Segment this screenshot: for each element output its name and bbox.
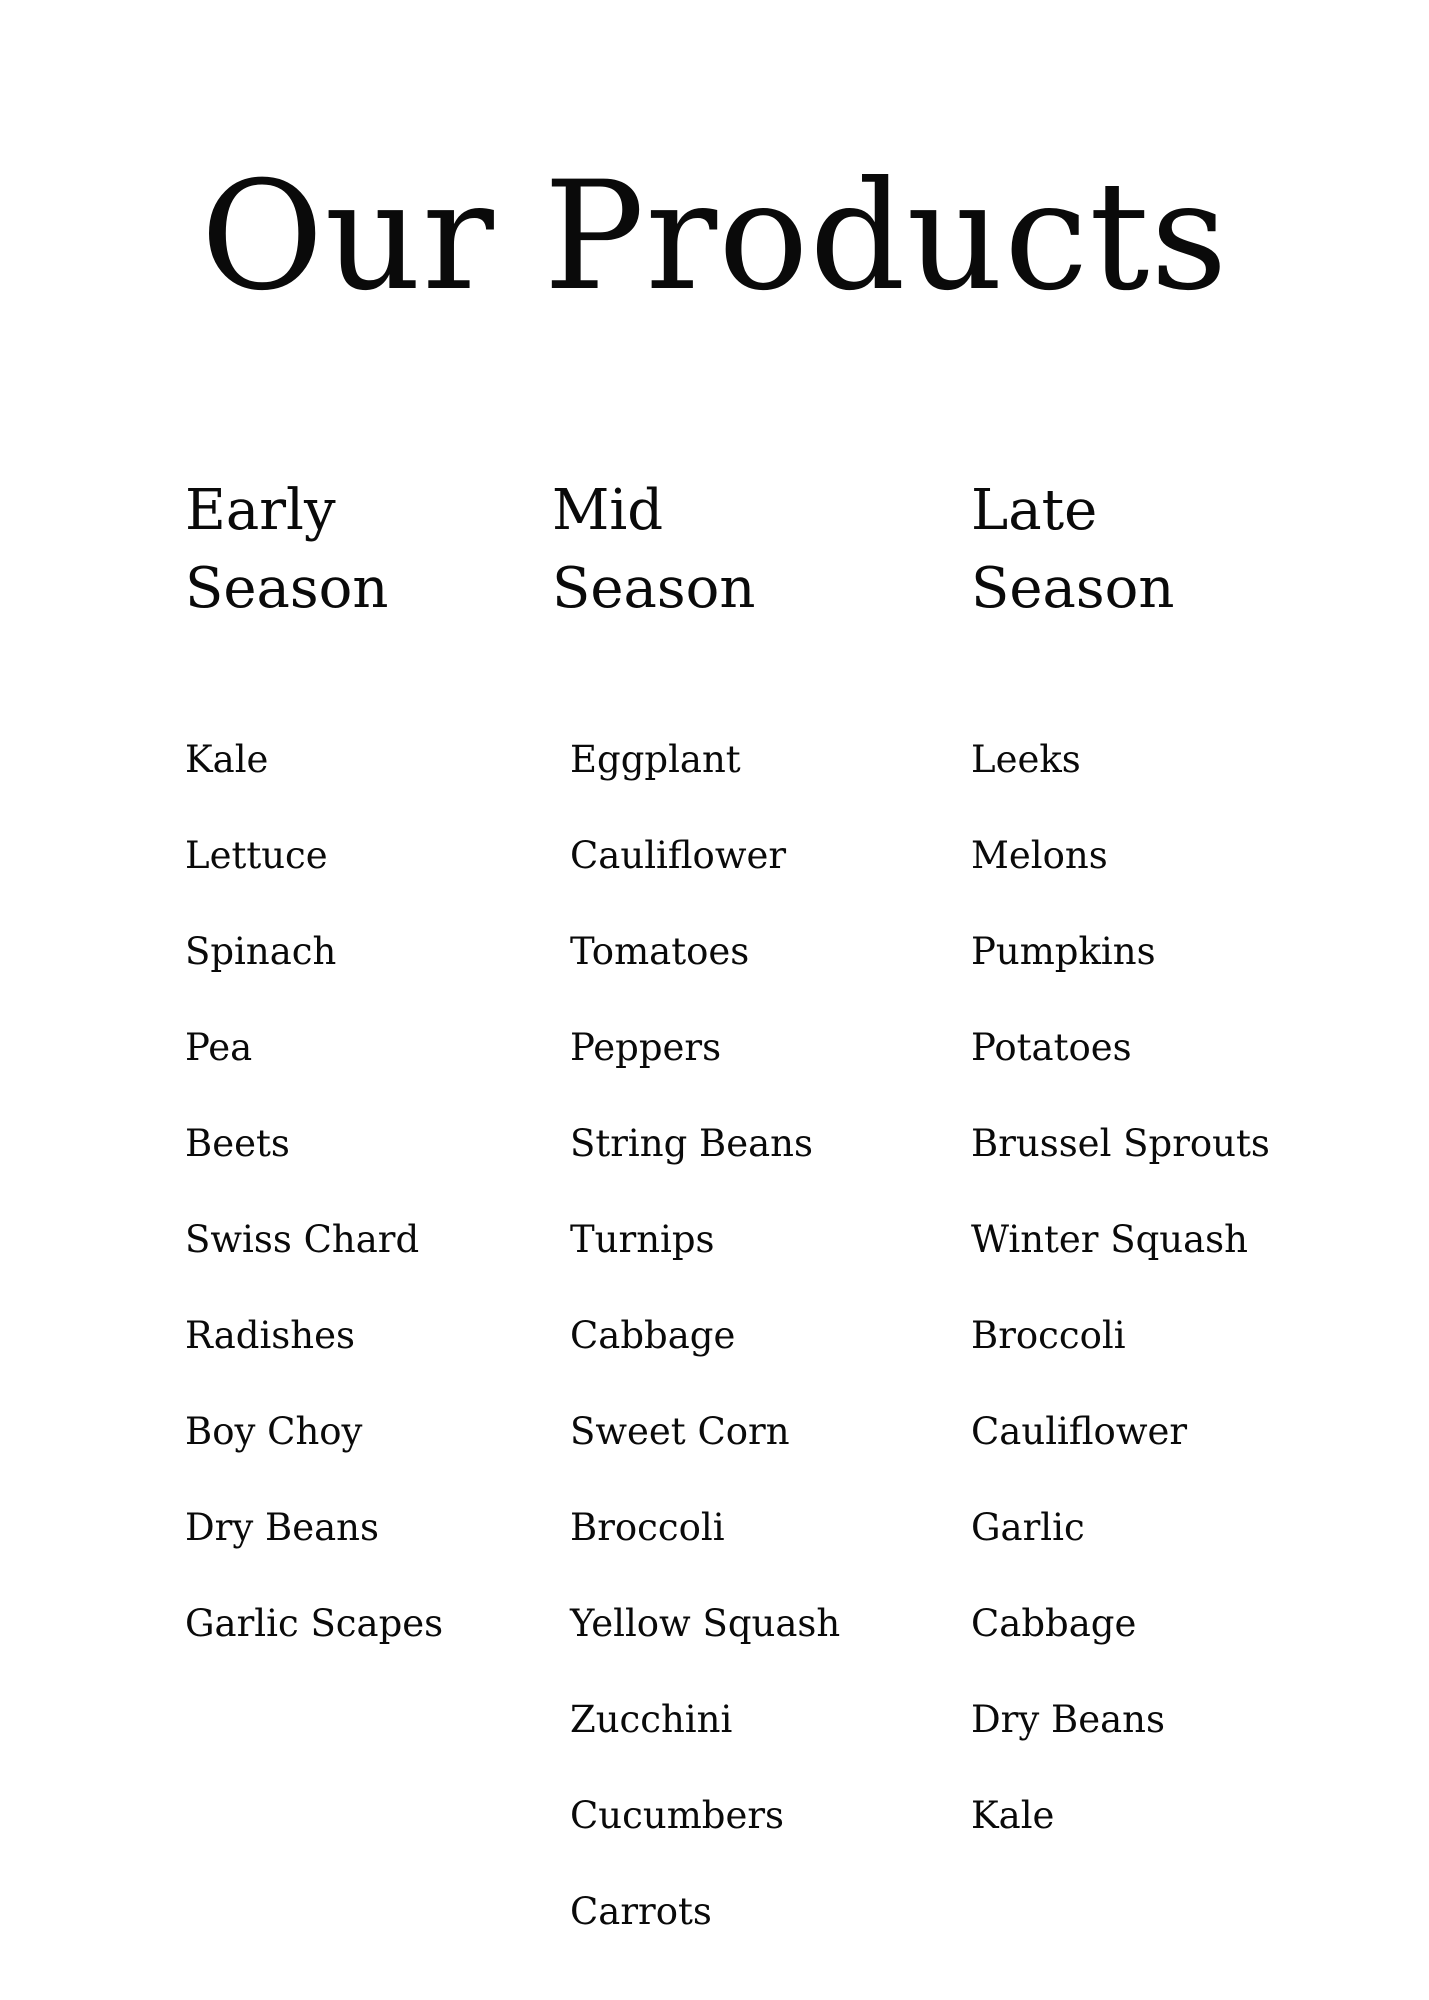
product-item: Melons — [971, 834, 1108, 877]
mid-season-heading — [552, 472, 755, 628]
product-item: Potatoes — [971, 1026, 1132, 1069]
page-title: Our Products — [200, 150, 1229, 324]
product-item: Dry Beans — [971, 1698, 1165, 1741]
product-item: String Beans — [570, 1122, 813, 1165]
product-item: Eggplant — [570, 738, 741, 781]
product-item: Carrots — [570, 1890, 712, 1933]
mid-season-heading-line2: Season — [552, 556, 756, 621]
product-item: Brussel Sprouts — [971, 1122, 1270, 1165]
product-item: Lettuce — [185, 834, 328, 877]
product-item: Yellow Squash — [570, 1602, 841, 1645]
product-item: Cauliflower — [570, 834, 787, 877]
product-item: Garlic — [971, 1506, 1085, 1549]
mid-season-product-list — [570, 712, 840, 1960]
product-item: Garlic Scapes — [185, 1602, 444, 1645]
product-item: Winter Squash — [971, 1218, 1248, 1261]
product-item: Boy Choy — [185, 1410, 363, 1453]
product-item: Spinach — [185, 930, 337, 973]
product-item: Sweet Corn — [570, 1410, 790, 1453]
product-item: Leeks — [971, 738, 1081, 781]
mid-season-heading-line1: Mid — [552, 478, 664, 543]
product-item: Cucumbers — [570, 1794, 785, 1837]
product-item: Kale — [185, 738, 269, 781]
product-item: Swiss Chard — [185, 1218, 420, 1261]
early-season-product-list — [185, 712, 443, 1672]
product-item: Tomatoes — [570, 930, 750, 973]
product-item: Radishes — [185, 1314, 355, 1357]
product-item: Broccoli — [971, 1314, 1126, 1357]
product-item: Cabbage — [570, 1314, 736, 1357]
product-item: Dry Beans — [185, 1506, 379, 1549]
product-item: Pumpkins — [971, 930, 1156, 973]
product-item: Zucchini — [570, 1698, 733, 1741]
late-season-product-list — [971, 712, 1270, 1864]
early-season-heading-line1: Early — [185, 478, 336, 543]
product-item: Broccoli — [570, 1506, 725, 1549]
late-season-heading-line2: Season — [971, 556, 1175, 621]
product-item: Beets — [185, 1122, 290, 1165]
early-season-column — [185, 472, 444, 1645]
product-item: Kale — [971, 1794, 1055, 1837]
product-item: Pea — [185, 1026, 253, 1069]
mid-season-column — [552, 472, 841, 1933]
product-item: Peppers — [570, 1026, 722, 1069]
early-season-heading-line2: Season — [185, 556, 389, 621]
product-item: Cabbage — [971, 1602, 1137, 1645]
early-season-heading — [185, 472, 388, 628]
late-season-heading — [971, 472, 1174, 628]
late-season-heading-line1: Late — [971, 478, 1098, 543]
product-item: Turnips — [570, 1218, 715, 1261]
product-item: Cauliflower — [971, 1410, 1188, 1453]
late-season-column — [971, 472, 1270, 1837]
